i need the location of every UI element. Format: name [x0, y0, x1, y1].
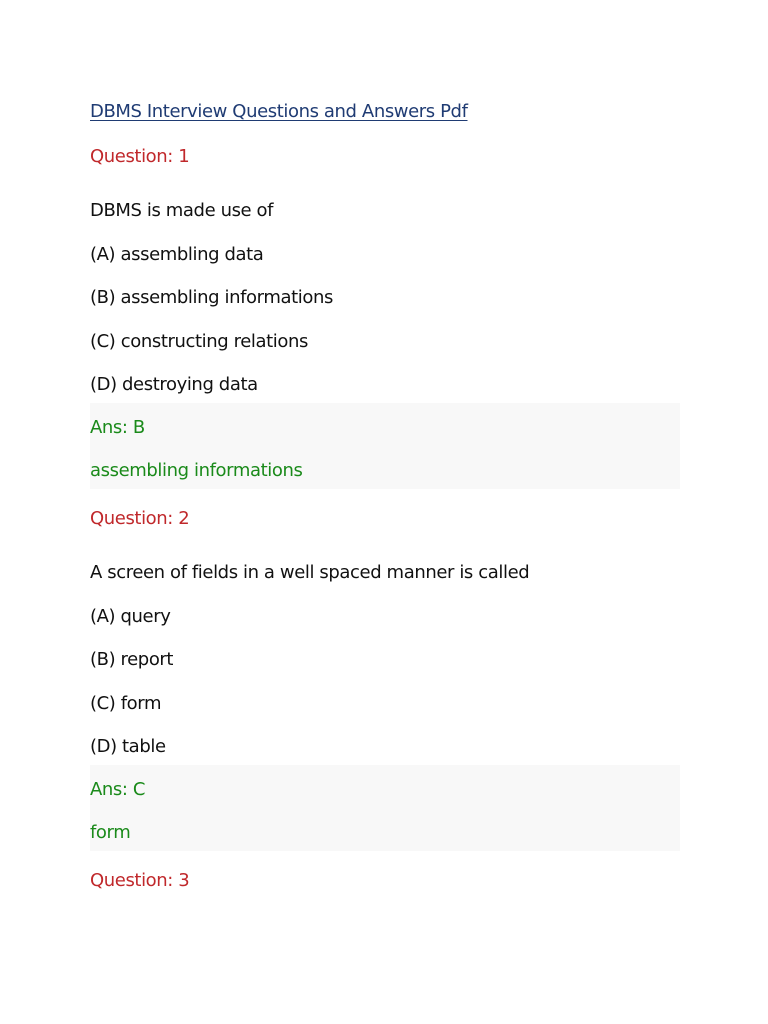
question-1-answer-label: Ans: B	[90, 417, 145, 438]
question-1-option-c: (C) constructing relations	[90, 330, 308, 352]
question-1-option-d: (D) destroying data	[90, 374, 258, 395]
question-2-answer-label: Ans: C	[90, 779, 146, 800]
question-1-label: Question: 1	[90, 146, 190, 167]
question-2-option-d: (D) table	[90, 736, 166, 757]
question-2-option-b: (B) report	[90, 649, 174, 670]
question-1-answer-block	[90, 403, 680, 489]
document-body	[90, 99, 680, 894]
question-2-stem: A screen of fields in a well spaced manner is called	[90, 562, 530, 583]
question-1-option-a: (A) assembling data	[90, 243, 264, 265]
question-1-stem: DBMS is made use of	[90, 200, 274, 221]
question-2-option-c: (C) form	[90, 692, 162, 714]
document-title-link[interactable]: DBMS Interview Questions and Answers Pdf	[90, 101, 468, 122]
question-2-label: Question: 2	[90, 508, 190, 529]
question-3-label: Question: 3	[90, 870, 190, 891]
question-2-answer-text: form	[90, 822, 131, 843]
question-1-option-b: (B) assembling informations	[90, 287, 333, 308]
question-2-answer-block	[90, 765, 680, 851]
question-2-option-a: (A) query	[90, 605, 171, 627]
question-1-answer-text: assembling informations	[90, 460, 303, 481]
